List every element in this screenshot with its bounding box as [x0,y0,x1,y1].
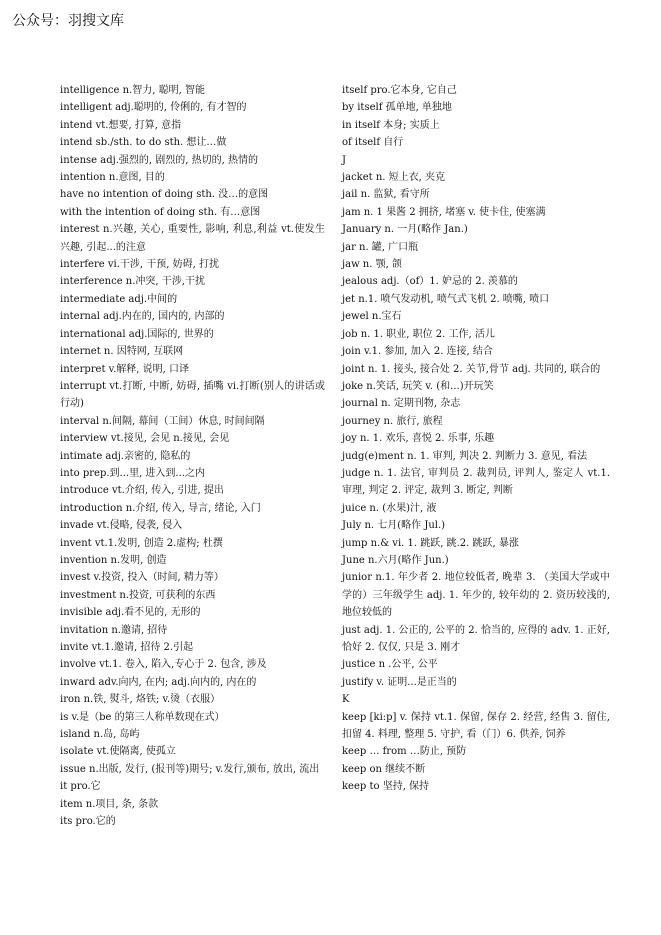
vocab-entry: jewel n.宝石 [342,311,402,323]
vocab-entry: invention n.发明, 创造 [60,554,167,566]
vocab-entry: K [342,694,350,706]
vocab-entry: keep to 坚持, 保持 [342,781,430,793]
vocab-entry: invitation n.邀请, 招待 [60,624,168,636]
left-column [60,82,325,830]
vocab-entry: involve vt.1. 卷入, 陷入,专心于 2. 包含, 涉及 [60,659,267,671]
vocab-entry: itself pro.它本身, 它自己 [342,85,457,96]
vocab-entry: joke n.笑话, 玩笑 v. (和...)开玩笑 [342,380,494,392]
vocab-entry: intelligent adj.聪明的, 伶俐的, 有才智的 [60,102,247,114]
vocab-entry: job n. 1. 职业, 职位 2. 工作, 活儿 [342,328,495,340]
vocab-entry: interest n.兴趣, 关心, 重要性, 影响, 利息,利益 vt.使发生兴趣, 引起...的注意 [60,224,325,253]
vocab-entry: justify v. 证明...是正当的 [342,676,457,688]
vocab-entry: jam n. 1 果酱 2 拥挤, 堵塞 v. 使卡住, 使塞满 [342,206,546,218]
vocab-entry: by itself 孤单地, 单独地 [342,102,452,114]
right-column [342,82,610,796]
vocab-entry: January n. 一月(略作 Jan.) [342,224,468,236]
vocab-entry: journey n. 旅行, 旅程 [342,415,443,427]
vocab-entry: isolate vt.使隔离, 使孤立 [60,746,176,758]
vocab-entry: invisible adj.看不见的, 无形的 [60,607,201,619]
vocab-entry: jealous adj.（of）1. 妒忌的 2. 羡慕的 [342,276,518,288]
vocab-entry: interference n.冲突, 干涉,干扰 [60,276,205,288]
vocab-entry: of itself 自行 [342,137,404,149]
vocab-entry: interpret v.解释, 说明, 口译 [60,363,190,375]
vocab-entry: jaw n. 颚, 颌 [342,259,402,271]
vocab-entry: juice n. (水果)汁, 液 [342,502,437,514]
vocab-entry: intense adj.强烈的, 剧烈的, 热切的, 热情的 [60,154,258,166]
vocab-entry: intend sb./sth. to do sth. 想让…做 [60,137,227,149]
vocab-entry: intermediate adj.中间的 [60,293,178,305]
vocab-entry: island n.岛, 岛屿 [60,729,140,741]
vocab-entry: invest v.投资, 投入（时间, 精力等） [60,572,224,584]
vocab-entry: July n. 七月(略作 Jul.) [342,520,446,532]
vocab-entry: invent vt.1.发明, 创造 2.虚构; 杜撰 [60,537,223,549]
vocab-entry: is v.是（be 的第三人称单数现在式） [60,711,225,723]
vocab-entry: judge n. 1. 法官, 审判员 2. 裁判员, 评判人, 鉴定人 vt.1. 审理, 判定 2. 评定, 裁判 3. 断定, 判断 [342,467,610,497]
vocab-entry: keep [ki:p] v. 保持 vt.1. 保留, 保存 2. 经营, 经售 3. 留住, 扣留 4. 料理, 整理 5. 守护, 看（门）6. 供养, 饲养 [342,711,610,741]
page-header: 公众号：羽搜文库 [12,13,124,29]
vocab-entry: keep … from …防止, 预防 [342,746,467,758]
vocab-entry: have no intention of doing sth. 没…的意图 [60,189,269,201]
vocab-entry: jar n. 罐, 广口瓶 [342,241,419,253]
vocab-entry: inward adv.向内, 在内; adj.向内的, 内在的 [60,676,257,688]
vocab-entry: international adj.国际的, 世界的 [60,328,214,340]
vocab-entry: jump n.& vi. 1. 跳跃, 跳.2. 跳跃, 暴涨 [342,537,519,549]
vocab-entry: J [342,154,347,166]
vocab-entry: investment n.投资, 可获利的东西 [60,589,216,601]
vocab-entry: interview vt.接见, 会见 n.接见, 会见 [60,433,230,445]
vocab-entry: introduction n.介绍, 传入, 导言, 绪论, 入门 [60,502,261,514]
vocab-entry: issue n.出版, 发行, (报刊等)期号; v.发行,颁布, 放出, 流出 [60,763,320,775]
vocab-entry: interval n.间隔, 幕间（工间）休息, 时间间隔 [60,415,265,427]
vocab-entry: judg(e)ment n. 1. 审判, 判决 2. 判断力 3. 意见, 看法 [342,450,588,462]
vocab-entry: June n.六月(略作 Jun.) [342,554,449,566]
vocab-entry: jet n.1. 喷气发动机, 喷气式飞机 2. 喷嘴, 喷口 [342,293,550,305]
vocab-entry: item n.项目, 条, 条款 [60,798,159,810]
vocab-entry: interrupt vt.打断, 中断, 妨碍, 插嘴 vi.打断(别人的讲话或行动) [60,380,325,410]
vocab-entry: journal n. 定期刊物, 杂志 [342,398,461,410]
vocab-entry: justice n .公平, 公平 [342,659,438,671]
vocab-entry: intelligence n.智力, 聪明, 智能 [60,85,205,96]
vocab-entry: into prep.到...里, 进入到...之内 [60,467,205,479]
vocab-entry: with the intention of doing sth. 有…意图 [60,206,261,218]
vocab-entry: just adj. 1. 公正的, 公平的 2. 恰当的, 应得的 adv. 1. 正好, 恰好 2. 仅仅, 只是 3. 刚才 [342,624,610,653]
vocab-entry: jail n. 监狱, 看守所 [342,189,430,201]
vocab-entry: junior n.1. 年少者 2. 地位较低者, 晚辈 3. （美国大学或中学的）三年级学生 adj. 1. 年少的, 较年幼的 2. 资历较浅的, 地位较低的 [342,572,610,619]
vocab-entry: interfere vi.干涉, 干预, 妨碍, 打扰 [60,259,219,271]
vocab-entry: in itself 本身; 实质上 [342,119,440,131]
vocab-entry: it pro.它 [60,781,101,793]
vocab-entry: join v.1. 参加, 加入 2. 连接, 结合 [342,346,493,358]
vocab-entry: internal adj.内在的, 国内的, 内部的 [60,311,225,323]
vocab-entry: invite vt.1.邀请, 招待 2.引起 [60,642,194,653]
vocab-entry: intend vt.想要, 打算, 意指 [60,119,182,131]
vocab-entry: jacket n. 短上衣, 夹克 [342,172,445,184]
vocab-entry: iron n.铁, 熨斗, 烙铁; v.烫（衣服） [60,694,221,706]
vocab-entry: intention n.意图, 目的 [60,172,165,184]
vocab-entry: intimate adj.亲密的, 隐私的 [60,450,191,462]
vocab-entry: joint n. 1. 接头, 接合处 2. 关节,骨节 adj. 共同的, 联合的 [342,363,601,375]
vocab-entry: invade vt.侵略, 侵袭, 侵入 [60,520,183,532]
vocab-entry: internet n. 因特网, 互联网 [60,346,184,358]
vocab-entry: introduce vt.介绍, 传入, 引进, 提出 [60,485,224,497]
vocab-entry: keep on 继续不断 [342,763,426,775]
vocab-entry: its pro.它的 [60,816,116,828]
vocab-entry: joy n. 1. 欢乐, 喜悦 2. 乐事, 乐趣 [342,433,495,445]
